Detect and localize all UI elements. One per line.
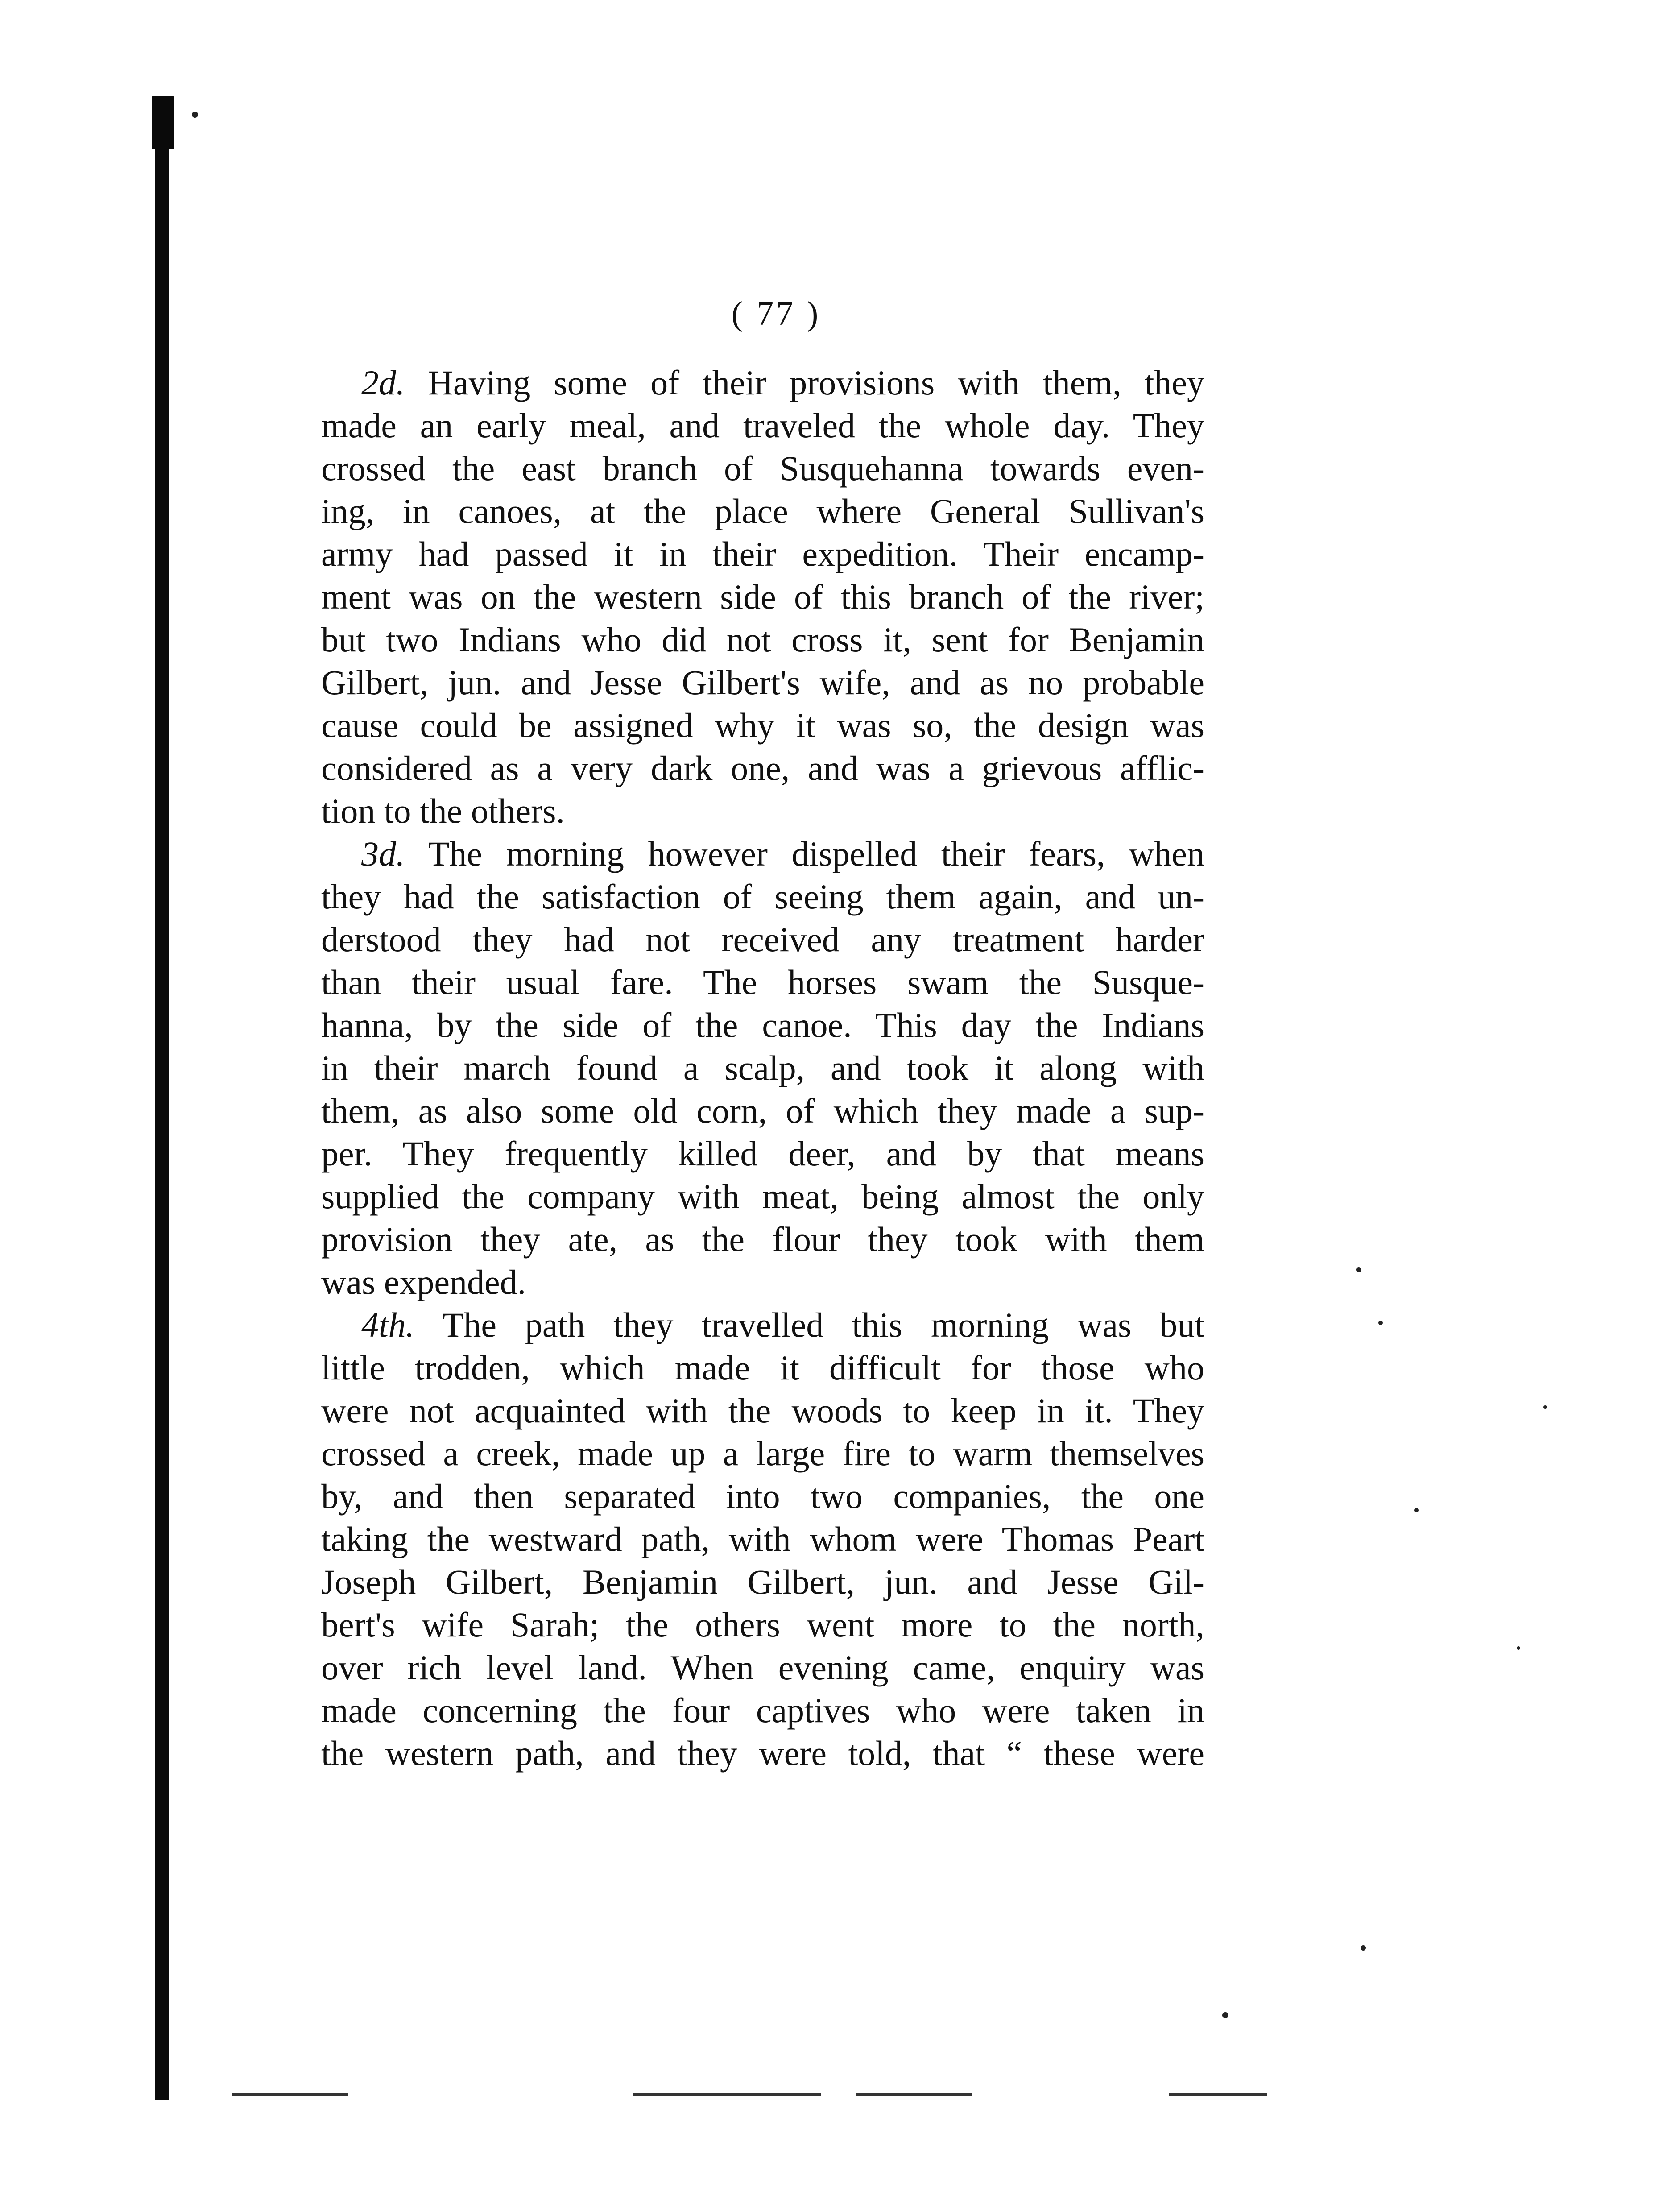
text-line: supplied the company with meat, being almost the only bbox=[321, 1177, 1204, 1216]
text-line: made an early meal, and traveled the whole day. They bbox=[321, 406, 1204, 445]
scan-speck bbox=[1517, 1646, 1520, 1650]
text-line: them, as also some old corn, of which they made a sup- bbox=[321, 1091, 1204, 1130]
text-line: ment was on the western side of this branch of the river; bbox=[321, 577, 1204, 616]
paragraph-lead: 3d. bbox=[361, 834, 405, 873]
text-line: by, and then separated into two companies, the one bbox=[321, 1477, 1204, 1516]
text-line: 3d. The morning however dispelled their fears, when bbox=[361, 834, 1204, 873]
text-line: 2d. Having some of their provisions with them, they bbox=[361, 363, 1204, 402]
text-line: taking the westward path, with whom were Thomas Peart bbox=[321, 1520, 1204, 1558]
text-line: little trodden, which made it difficult for those who bbox=[321, 1348, 1204, 1387]
text-line: Gilbert, jun. and Jesse Gilbert's wife, and as no probable bbox=[321, 663, 1204, 702]
text-line: bert's wife Sarah; the others went more to the north, bbox=[321, 1605, 1204, 1644]
scan-speck bbox=[1414, 1508, 1419, 1512]
scan-bottom-edge bbox=[633, 2093, 821, 2096]
text-line: per. They frequently killed deer, and by that means bbox=[321, 1134, 1204, 1173]
scan-bottom-edge bbox=[1169, 2093, 1267, 2096]
text-line: hanna, by the side of the canoe. This day the Indians bbox=[321, 1006, 1204, 1044]
text-line: crossed the east branch of Susquehanna towards even- bbox=[321, 449, 1204, 488]
text-line: made concerning the four captives who were taken in bbox=[321, 1691, 1204, 1730]
scan-speck bbox=[1356, 1267, 1361, 1272]
scan-speck bbox=[192, 112, 198, 118]
text-line: provision they ate, as the flour they took with them bbox=[321, 1220, 1204, 1259]
text-line: tion to the others. bbox=[321, 791, 565, 830]
text-line: was expended. bbox=[321, 1263, 526, 1301]
scan-bottom-edge bbox=[232, 2093, 348, 2096]
binding-edge bbox=[155, 103, 169, 2100]
scan-speck bbox=[1378, 1321, 1383, 1325]
scan-bottom-edge bbox=[856, 2093, 972, 2096]
text-line: over rich level land. When evening came, enquiry was bbox=[321, 1648, 1204, 1687]
text-line: they had the satisfaction of seeing them again, and un- bbox=[321, 877, 1204, 916]
scan-speck bbox=[1543, 1405, 1547, 1409]
text-line: crossed a creek, made up a large fire to warm themselves bbox=[321, 1434, 1204, 1473]
text-line: army had passed it in their expedition. Their encamp- bbox=[321, 534, 1204, 573]
paragraph-lead: 4th. bbox=[361, 1305, 415, 1344]
paragraph bbox=[321, 833, 1204, 1304]
text-line: than their usual fare. The horses swam the Susque- bbox=[321, 963, 1204, 1002]
text-line: ing, in canoes, at the place where General Sullivan's bbox=[321, 492, 1204, 530]
text-line: were not acquainted with the woods to keep in it. They bbox=[321, 1391, 1204, 1430]
scan-speck bbox=[1361, 1945, 1366, 1951]
text-line: the western path, and they were told, that “ these were bbox=[321, 1734, 1204, 1773]
text-line: derstood they had not received any treatment harder bbox=[321, 920, 1204, 959]
text-line: Joseph Gilbert, Benjamin Gilbert, jun. and Jesse Gil- bbox=[321, 1562, 1204, 1601]
text-line: 4th. The path they travelled this morning was but bbox=[361, 1305, 1204, 1344]
scan-speck bbox=[1222, 2012, 1228, 2018]
text-line: considered as a very dark one, and was a grievous afflic- bbox=[321, 749, 1204, 787]
page-text bbox=[321, 361, 1204, 1775]
paragraph bbox=[321, 361, 1204, 833]
page-number: ( 77 ) bbox=[731, 295, 821, 332]
text-line: but two Indians who did not cross it, sent for Benjamin bbox=[321, 620, 1204, 659]
paragraph-lead: 2d. bbox=[361, 363, 405, 402]
paragraph bbox=[321, 1304, 1204, 1775]
text-line: cause could be assigned why it was so, the design was bbox=[321, 706, 1204, 745]
text-line: in their march found a scalp, and took it along with bbox=[321, 1048, 1204, 1087]
